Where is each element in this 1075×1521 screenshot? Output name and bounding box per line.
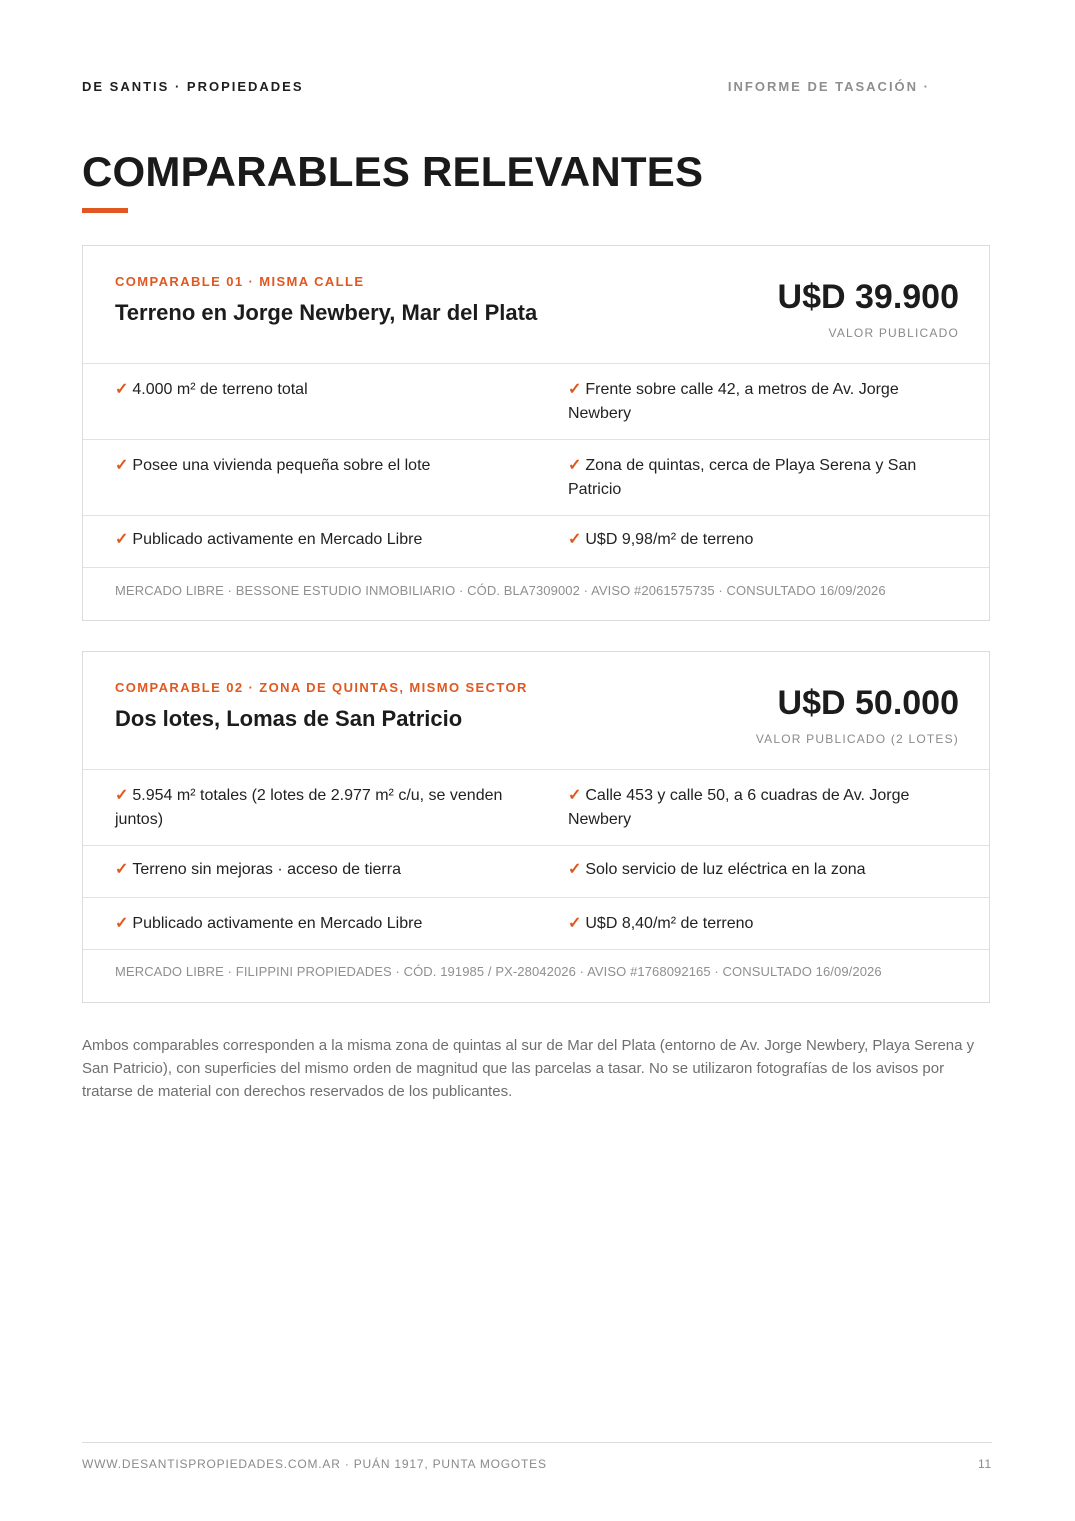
check-icon: ✓ (115, 915, 129, 932)
feature-row (83, 898, 989, 950)
feature-item (536, 770, 989, 845)
check-icon: ✓ (567, 915, 582, 932)
feature-row (83, 440, 989, 516)
feature-item (83, 898, 536, 949)
title-accent-rule (82, 208, 128, 213)
check-icon: ✓ (115, 531, 129, 548)
comparable-header (83, 246, 989, 364)
feature-item (536, 898, 989, 949)
feature-item (536, 364, 989, 439)
check-icon: ✓ (115, 787, 129, 804)
footer-divider (82, 1442, 992, 1443)
feature-text: Terreno sin mejoras · acceso de tierra (132, 861, 401, 878)
page-footer (82, 1457, 992, 1471)
feature-item (83, 440, 536, 515)
comparable-kicker: COMPARABLE 02 · ZONA DE QUINTAS, MISMO SECTOR (115, 680, 528, 695)
check-icon: ✓ (567, 381, 582, 398)
feature-item (83, 846, 536, 897)
page-number: 11 (977, 1457, 992, 1471)
feature-text: U$D 8,40/m² de terreno (585, 915, 754, 932)
feature-text: Publicado activamente en Mercado Libre (132, 915, 423, 932)
check-icon: ✓ (567, 457, 582, 474)
check-icon: ✓ (115, 861, 129, 878)
feature-text: Zona de quintas, cerca de Playa Serena y San Patricio (567, 457, 917, 498)
feature-text: 4.000 m² de terreno total (132, 381, 308, 398)
feature-text: Posee una vivienda pequeña sobre el lote (132, 457, 431, 474)
comparable-source: MERCADO LIBRE · BESSONE ESTUDIO INMOBILIARIO · CÓD. BLA7309002 · AVISO #2061575735 · CONSULTADO 16/09/2026 (115, 583, 886, 598)
feature-text: Frente sobre calle 42, a metros de Av. Jorge Newbery (567, 381, 899, 422)
page-title: COMPARABLES RELEVANTES (82, 148, 704, 195)
feature-item (83, 364, 536, 439)
feature-row (83, 770, 989, 846)
comparable-card-01 (82, 245, 990, 621)
feature-text: Publicado activamente en Mercado Libre (132, 531, 423, 548)
check-icon: ✓ (115, 381, 129, 398)
check-icon: ✓ (115, 457, 129, 474)
comparable-source: MERCADO LIBRE · FILIPPINI PROPIEDADES · CÓD. 191985 / PX-28042026 · AVISO #1768092165 · CONSULTADO 16/09/2026 (115, 964, 882, 979)
comparable-header (83, 652, 989, 770)
feature-item (536, 440, 989, 515)
feature-text: U$D 9,98/m² de terreno (585, 531, 754, 548)
comparable-kicker: COMPARABLE 01 · MISMA CALLE (115, 274, 365, 289)
check-icon: ✓ (567, 531, 582, 548)
comparable-price: U$D 39.900 (777, 278, 959, 316)
feature-item (83, 516, 536, 567)
feature-item (83, 770, 536, 845)
feature-item (536, 846, 989, 897)
comparable-title: Dos lotes, Lomas de San Patricio (115, 706, 463, 731)
check-icon: ✓ (567, 861, 582, 878)
footer-website: WWW.DESANTISPROPIEDADES.COM.AR · PUÁN 1917, PUNTA MOGOTES (82, 1457, 547, 1471)
feature-text: Solo servicio de luz eléctrica en la zona (585, 861, 866, 878)
feature-row (83, 364, 989, 440)
feature-row (83, 846, 989, 898)
price-label: VALOR PUBLICADO (828, 326, 959, 340)
comparable-title: Terreno en Jorge Newbery, Mar del Plata (115, 300, 538, 325)
comparable-price: U$D 50.000 (777, 684, 959, 722)
feature-text: 5.954 m² totales (2 lotes de 2.977 m² c/u, se venden juntos) (115, 787, 503, 828)
comparable-card-02 (82, 651, 990, 1003)
check-icon: ✓ (567, 787, 582, 804)
brand-name: DE SANTIS · PROPIEDADES (82, 79, 304, 94)
feature-item (536, 516, 989, 567)
feature-row (83, 516, 989, 568)
report-label: INFORME DE TASACIÓN · (727, 79, 930, 94)
closing-note: Ambos comparables corresponden a la misma zona de quintas al sur de Mar del Plata (entorno de Av. Jorge Newbery, Playa Serena y San Patricio), con superficies del mismo orden de magnitud que las parcelas a tasar. No se utilizaron fotografías de los avisos por tratarse de material con derechos reservados de los publicantes. (82, 1037, 975, 1100)
price-label: VALOR PUBLICADO (2 LOTES) (755, 732, 959, 746)
feature-text: Calle 453 y calle 50, a 6 cuadras de Av. Jorge Newbery (567, 787, 910, 828)
page-header (82, 79, 930, 94)
